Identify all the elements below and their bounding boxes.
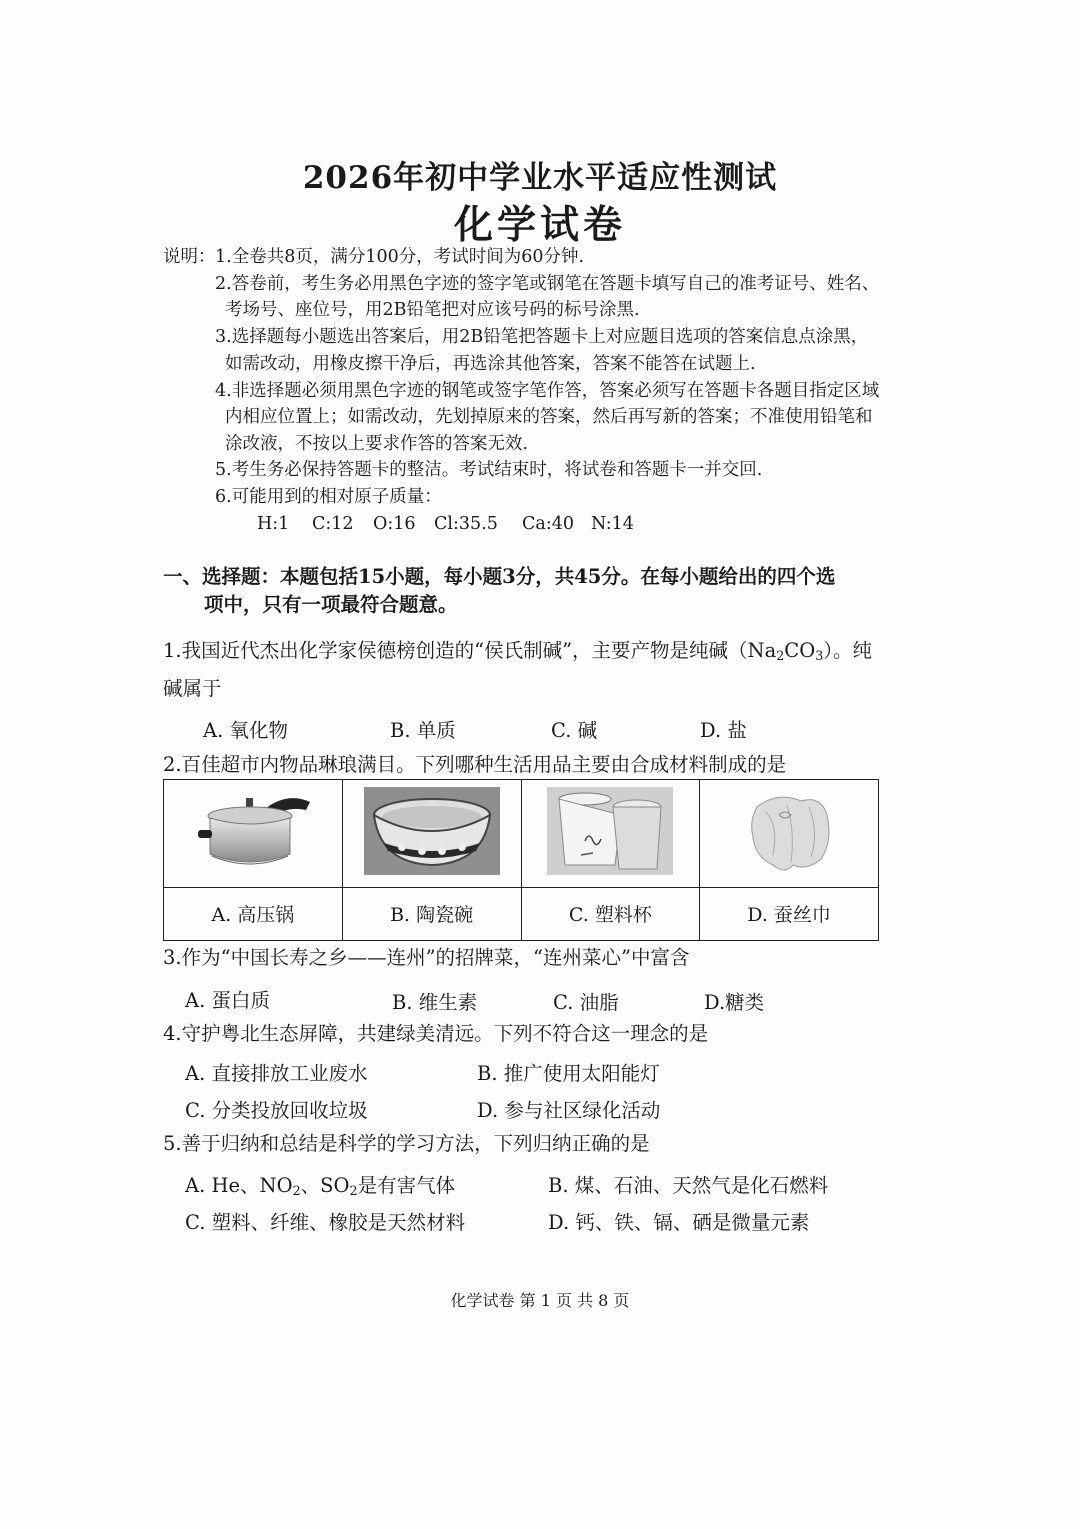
plastic-cup-image: [521, 780, 700, 888]
exam-title: 2026年初中学业水平适应性测试: [302, 160, 778, 196]
instruction-line: 如需改动，用橡皮擦干净后，再选涂其他答案，答案不能答在试题上.: [225, 354, 756, 374]
q4-option-c: C. 分类投放回收垃圾: [185, 1099, 368, 1122]
instruction-line: 涂改液，不按以上要求作答的答案无效.: [225, 434, 529, 454]
question-5-stem: 5.善于归纳和总结是科学的学习方法，下列归纳正确的是: [163, 1132, 650, 1155]
section-heading: 一、选择题：本题包括15小题，每小题3分，共45分。在每小题给出的四个选: [163, 565, 836, 588]
subscript: 2: [349, 1183, 358, 1199]
q2-option-d: D. 蚕丝巾: [700, 887, 879, 940]
atomic-mass: N:14: [591, 514, 634, 534]
q3-option-d: D.糖类: [704, 991, 765, 1014]
q3-option-c: C. 油脂: [553, 991, 619, 1014]
atomic-mass: O:16: [373, 514, 416, 534]
q1-stem-text: ）。纯: [823, 639, 873, 662]
subscript: 2: [776, 648, 785, 664]
question-4-stem: 4.守护粤北生态屏障，共建绿美清远。下列不符合这一理念的是: [163, 1022, 709, 1045]
q4-option-a: A. 直接排放工业废水: [185, 1062, 368, 1085]
q5-option-c: C. 塑料、纤维、橡胶是天然材料: [185, 1211, 466, 1234]
q1-option-d: D. 盐: [700, 719, 747, 742]
q5-option-a-text: 是有害气体: [357, 1174, 456, 1197]
silk-scarf-image: [700, 780, 879, 888]
page-footer: 化学试卷 第 1 页 共 8 页: [450, 1291, 630, 1310]
instruction-line: 考场号、座位号，用2B铅笔把对应该号码的标号涂黑.: [225, 300, 640, 320]
q3-option-b: B. 维生素: [392, 991, 478, 1014]
q2-image-table: [163, 779, 879, 941]
section-heading-cont: 项中，只有一项最符合题意。: [204, 593, 458, 616]
instruction-line: 内相应位置上；如需改动，先划掉原来的答案，然后再写新的答案；不准使用铅笔和: [225, 407, 873, 427]
q1-stem-text: 1.我国近代杰出化学家侯德榜创造的“侯氏制碱”，主要产物是纯碱（Na: [163, 639, 777, 662]
instruction-line: 6.可能用到的相对原子质量：: [215, 487, 442, 507]
pressure-cooker-image: [164, 780, 343, 888]
subject-title: 化学试卷: [453, 202, 626, 248]
q1-option-b: B. 单质: [390, 719, 456, 742]
atomic-mass: H:1: [257, 514, 290, 534]
q4-option-d: D. 参与社区绿化活动: [477, 1099, 661, 1122]
atomic-mass: Ca:40: [522, 514, 574, 534]
q3-option-a: A. 蛋白质: [185, 989, 270, 1012]
instruction-line: 2.答卷前，考生务必用黑色字迹的签字笔或钢笔在答题卡填写自己的准考证号、姓名、: [215, 274, 880, 294]
ceramic-bowl-image: [342, 780, 521, 888]
q2-option-b: B. 陶瓷碗: [342, 887, 521, 940]
instruction-line: 4.非选择题必须用黑色字迹的钢笔或签字笔作答，答案必须写在答题卡各题目指定区域: [215, 381, 880, 401]
atomic-mass: C:12: [312, 514, 354, 534]
q5-option-a: [185, 1170, 455, 1198]
instruction-line: 3.选择题每小题选出答案后，用2B铅笔把答题卡上对应题目选项的答案信息点涂黑，: [215, 327, 869, 347]
q1-option-a: A. 氧化物: [203, 719, 288, 742]
instruction-line: 1.全卷共8页，满分100分，考试时间为60分钟.: [215, 247, 585, 267]
instruction-line: 5.考生务必保持答题卡的整洁。考试结束时，将试卷和答题卡一并交回.: [215, 460, 763, 480]
q5-option-b: B. 煤、石油、天然气是化石燃料: [548, 1174, 829, 1197]
subscript: 2: [292, 1183, 301, 1199]
q2-option-a: A. 高压锅: [164, 887, 343, 940]
subscript: 3: [815, 648, 824, 664]
q2-option-c: C. 塑料杯: [521, 887, 700, 940]
question-2-stem: 2.百佳超市内物品琳琅满目。下列哪种生活用品主要由合成材料制成的是: [163, 753, 787, 776]
instructions-lead: 说明：: [163, 247, 216, 267]
q1-formula: CO: [784, 639, 816, 662]
q5-option-a-text: A. He、NO: [185, 1174, 293, 1197]
question-1-stem: [163, 634, 872, 668]
atomic-mass: Cl:35.5: [434, 514, 498, 534]
question-3-stem: 3.作为“中国长寿之乡——连州”的招牌菜，“连州菜心”中富含: [163, 946, 690, 969]
q4-option-b: B. 推广使用太阳能灯: [477, 1062, 660, 1085]
q5-option-a-text: 、SO: [300, 1174, 350, 1197]
q5-option-d: D. 钙、铁、镉、硒是微量元素: [548, 1211, 810, 1234]
question-1-stem-cont: 碱属于: [163, 677, 222, 700]
q1-option-c: C. 碱: [551, 719, 598, 742]
